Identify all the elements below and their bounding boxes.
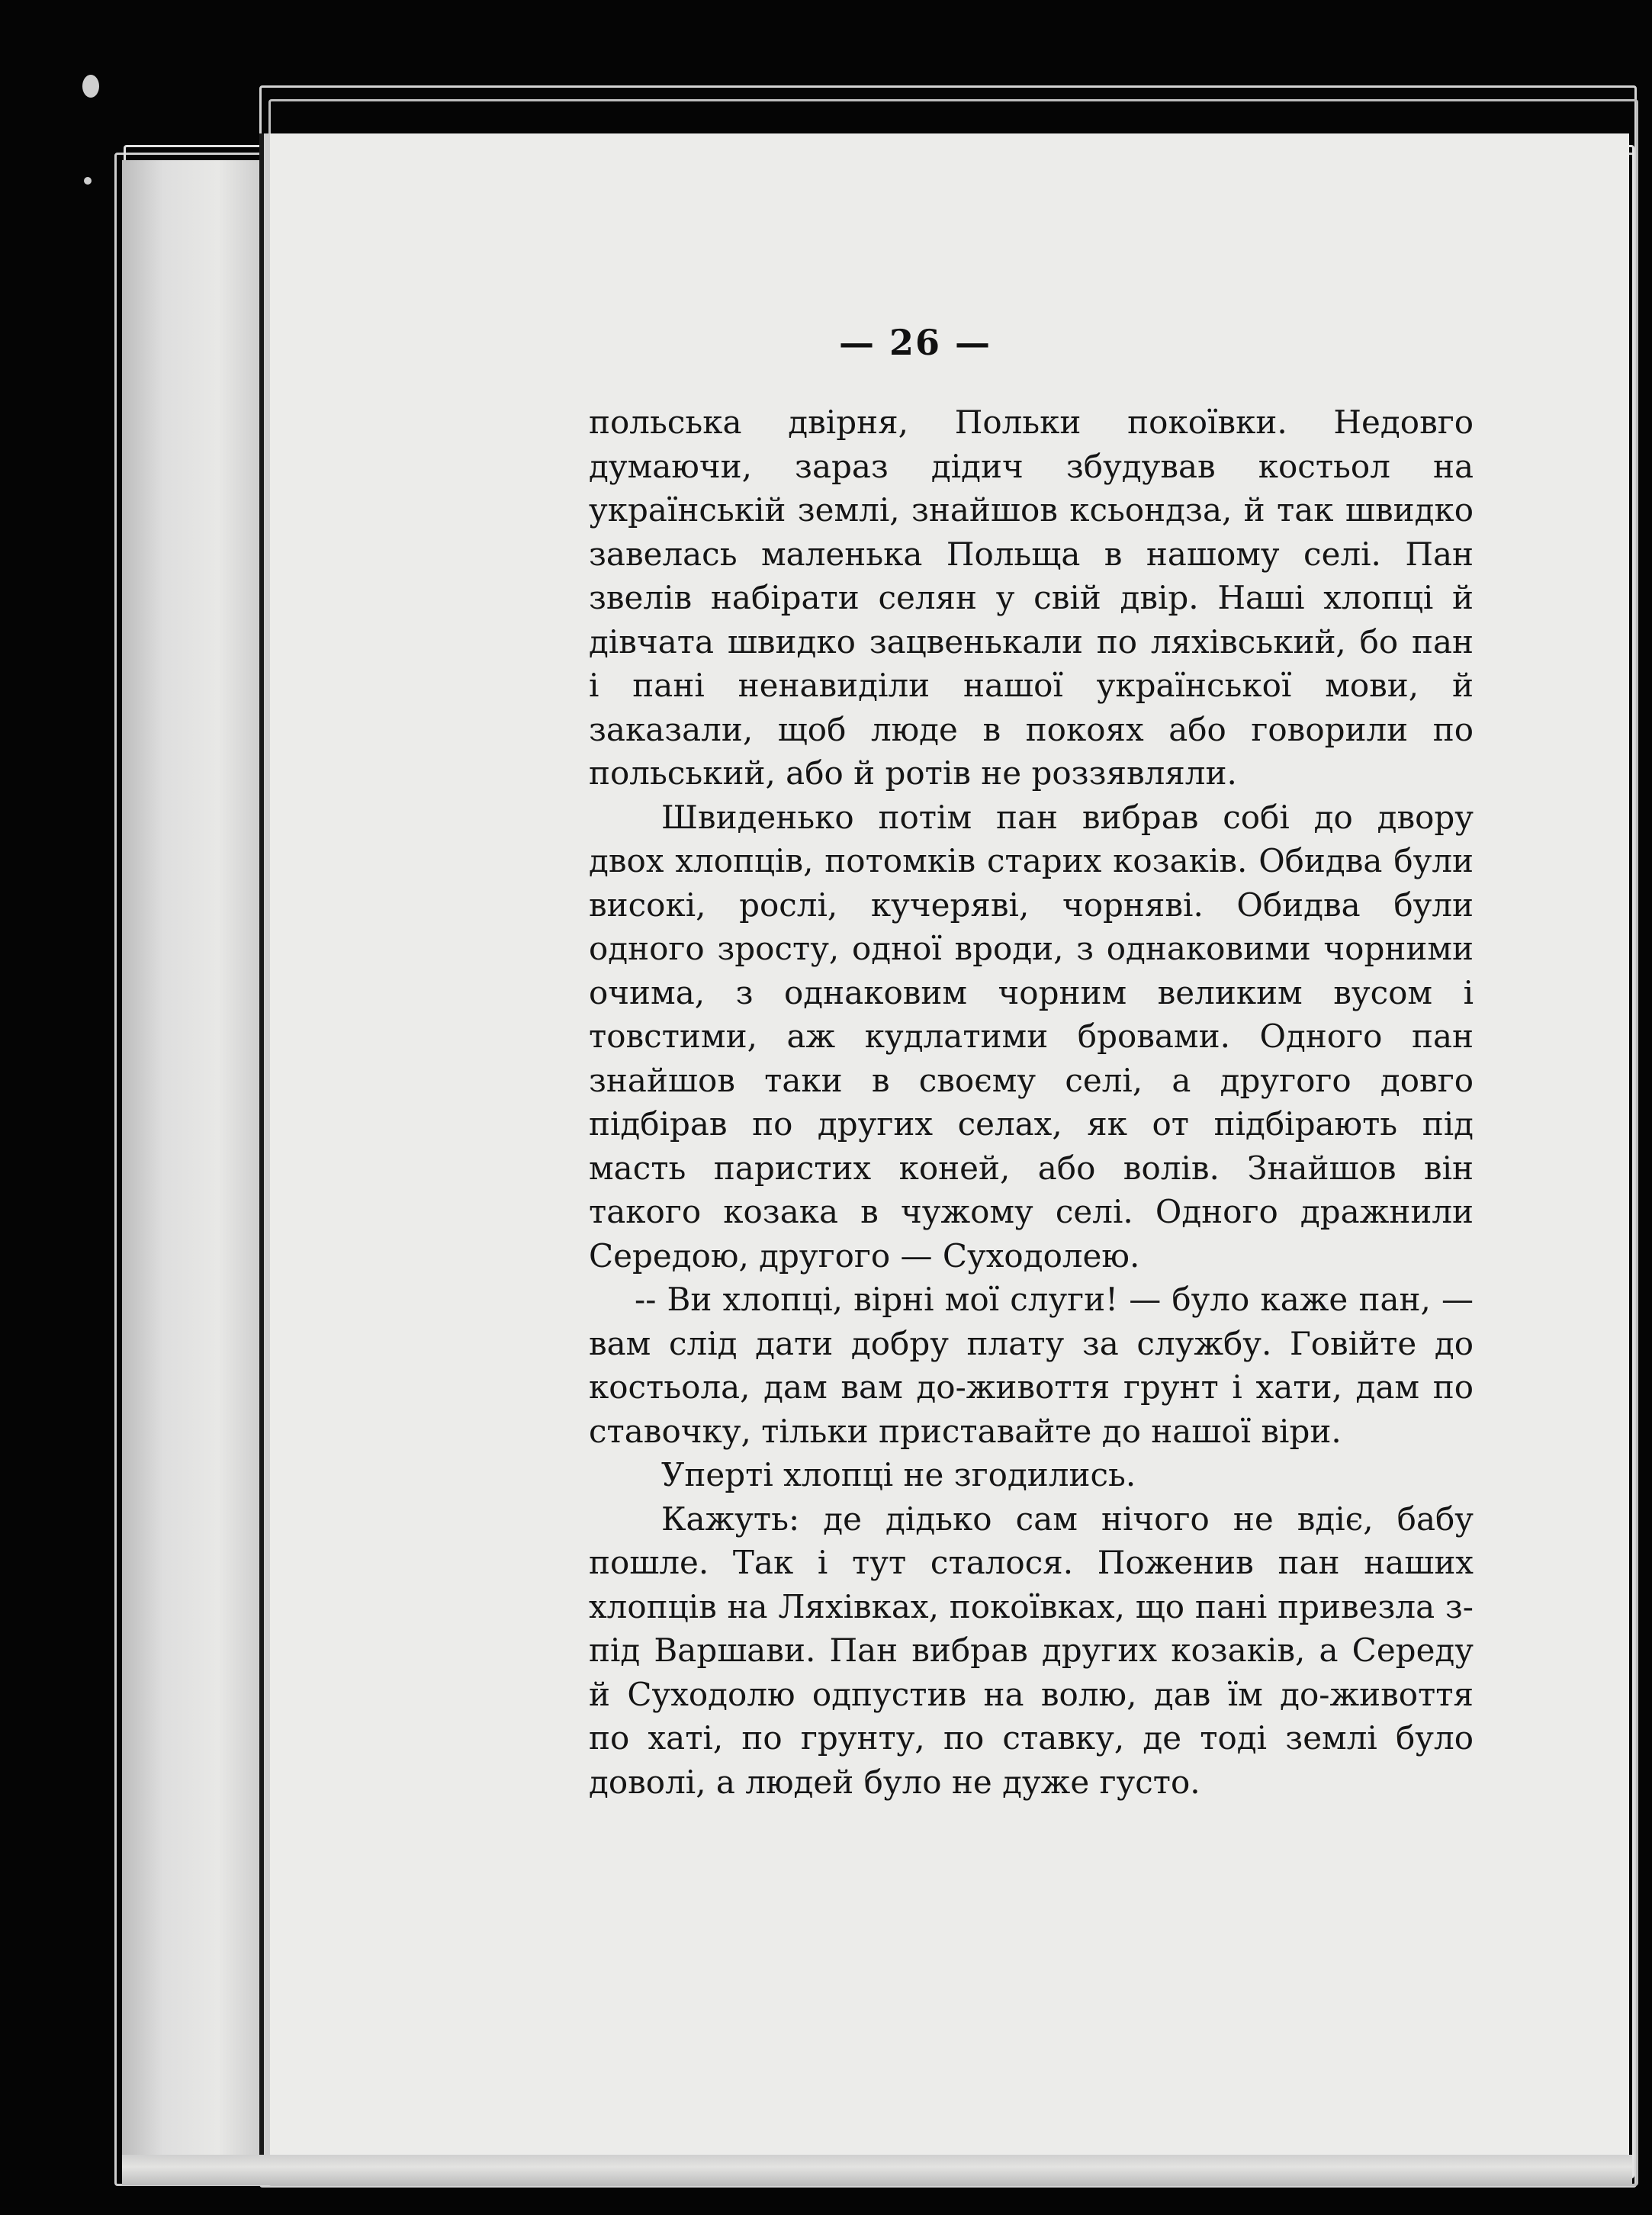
underlying-page-bottom [122, 2155, 1632, 2185]
paragraph: Уперті хлопці не згодились. [661, 1456, 1136, 1493]
paragraph: Швиденько потім пан вибрав собі до двору двох хлопців, потомків старих козаків. Обидва були високі, рослі, кучеряві, чорняві. Обидва були одного зросту, одної вроди, з однаковими чорними очима, з однаковим чорним великим вусом і товстими, аж кудлатими бровами. Одного пан знайшов таки в своєму селі, а другого довго підбірав по других селах, як от підбірають під масть паристих коней, або волів. Знайшов він такого козака в чужому селі. Одного дражнили Середою, другого — Суходолею. [589, 798, 1474, 1275]
scan-speck [82, 75, 99, 98]
scan-speck [84, 177, 92, 185]
underlying-page-strip [122, 160, 259, 2166]
body-text [589, 400, 1474, 1804]
paragraph: -- Ви хлопці, вірні мої слуги! — було каже пан, — вам слід дати добру плату за службу. Говійте до костьола, дам вам до-живоття грунт і хати, дам по ставочку, тільки приставайте до нашої віри. [589, 1281, 1474, 1450]
page-number: — 26 — [838, 322, 992, 363]
paragraph: польська двірня, Польки покоївки. Недовго думаючи, зараз дідич збудував костьол на українській землі, знайшов ксьондза, й так швидко завелась маленька Польща в нашому селі. Пан звелів набірати селян у свій двір. Наші хлопці й дівчата швидко зацвенькали по ляхівський, бо пан і пані ненавиділи нашої української мови, й заказали, щоб люде в покоях або говорили по польський, або й ротів не роззявляли. [589, 403, 1474, 792]
paragraph: Кажуть: де дідько сам нічого не вдіє, бабу пошле. Так і тут сталося. Поженив пан наших хлопців на Ляхівках, покоївках, що пані привезла з-під Варшави. Пан вибрав других козаків, а Середу й Суходолю одпустив на волю, дав їм до-живоття по хаті, по грунту, по ставку, де тоді землі було доволі, а людей було не дуже густо. [589, 1500, 1474, 1801]
